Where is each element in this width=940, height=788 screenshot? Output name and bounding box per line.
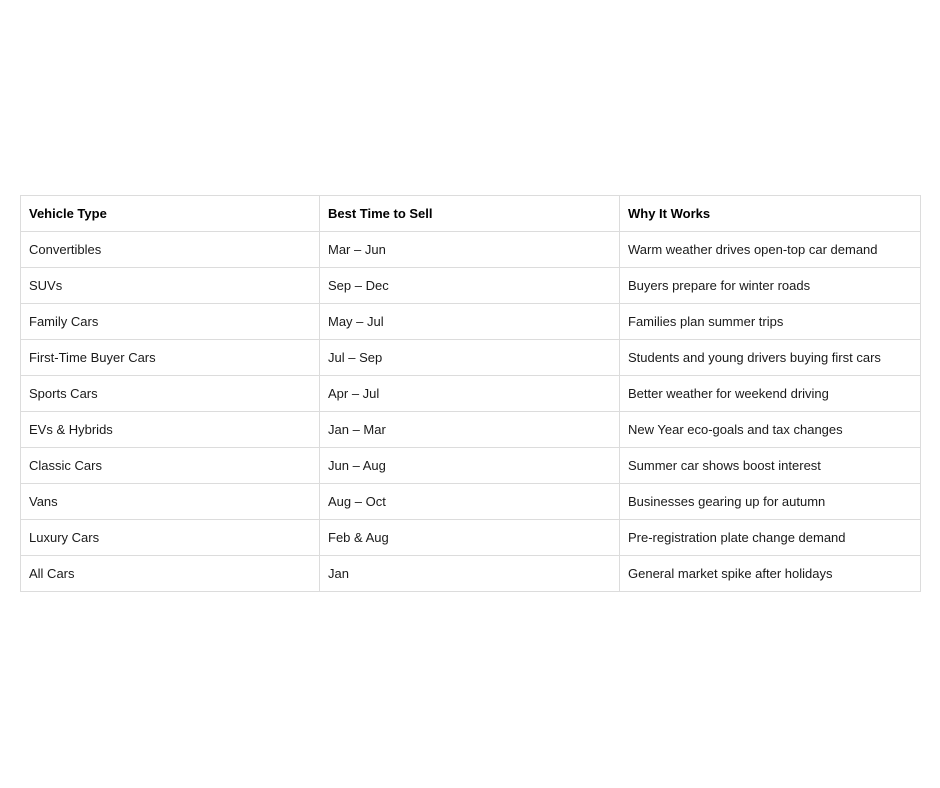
vehicle-type-cell: EVs & Hybrids: [21, 412, 320, 448]
vehicle-type-cell: Convertibles: [21, 232, 320, 268]
best-time-cell: Jan: [320, 556, 620, 592]
reason-cell: Families plan summer trips: [620, 304, 921, 340]
table-row: [21, 268, 921, 304]
vehicle-type-cell: Classic Cars: [21, 448, 320, 484]
reason-cell: New Year eco-goals and tax changes: [620, 412, 921, 448]
best-time-cell: May – Jul: [320, 304, 620, 340]
vehicle-type-cell: Sports Cars: [21, 376, 320, 412]
header-vehicle-type: Vehicle Type: [21, 196, 320, 232]
best-time-cell: Feb & Aug: [320, 520, 620, 556]
table-header-row: [21, 196, 921, 232]
table-container: [20, 195, 920, 592]
table-row: [21, 376, 921, 412]
best-time-cell: Jan – Mar: [320, 412, 620, 448]
header-best-time: Best Time to Sell: [320, 196, 620, 232]
table-row: [21, 556, 921, 592]
vehicle-type-cell: Vans: [21, 484, 320, 520]
reason-cell: Better weather for weekend driving: [620, 376, 921, 412]
table-row: [21, 340, 921, 376]
vehicle-type-cell: Family Cars: [21, 304, 320, 340]
best-time-cell: Apr – Jul: [320, 376, 620, 412]
table-row: [21, 484, 921, 520]
best-time-cell: Jul – Sep: [320, 340, 620, 376]
reason-cell: Businesses gearing up for autumn: [620, 484, 921, 520]
reason-cell: General market spike after holidays: [620, 556, 921, 592]
table-row: [21, 448, 921, 484]
table-row: [21, 304, 921, 340]
best-time-cell: Sep – Dec: [320, 268, 620, 304]
header-why-it-works: Why It Works: [620, 196, 921, 232]
best-time-cell: Mar – Jun: [320, 232, 620, 268]
reason-cell: Summer car shows boost interest: [620, 448, 921, 484]
table-row: [21, 520, 921, 556]
vehicle-type-cell: First-Time Buyer Cars: [21, 340, 320, 376]
reason-cell: Students and young drivers buying first cars: [620, 340, 921, 376]
best-time-cell: Jun – Aug: [320, 448, 620, 484]
table-row: [21, 412, 921, 448]
vehicle-type-cell: Luxury Cars: [21, 520, 320, 556]
selling-times-table: [20, 195, 921, 592]
reason-cell: Buyers prepare for winter roads: [620, 268, 921, 304]
table-row: [21, 232, 921, 268]
best-time-cell: Aug – Oct: [320, 484, 620, 520]
vehicle-type-cell: All Cars: [21, 556, 320, 592]
vehicle-type-cell: SUVs: [21, 268, 320, 304]
reason-cell: Pre-registration plate change demand: [620, 520, 921, 556]
reason-cell: Warm weather drives open-top car demand: [620, 232, 921, 268]
